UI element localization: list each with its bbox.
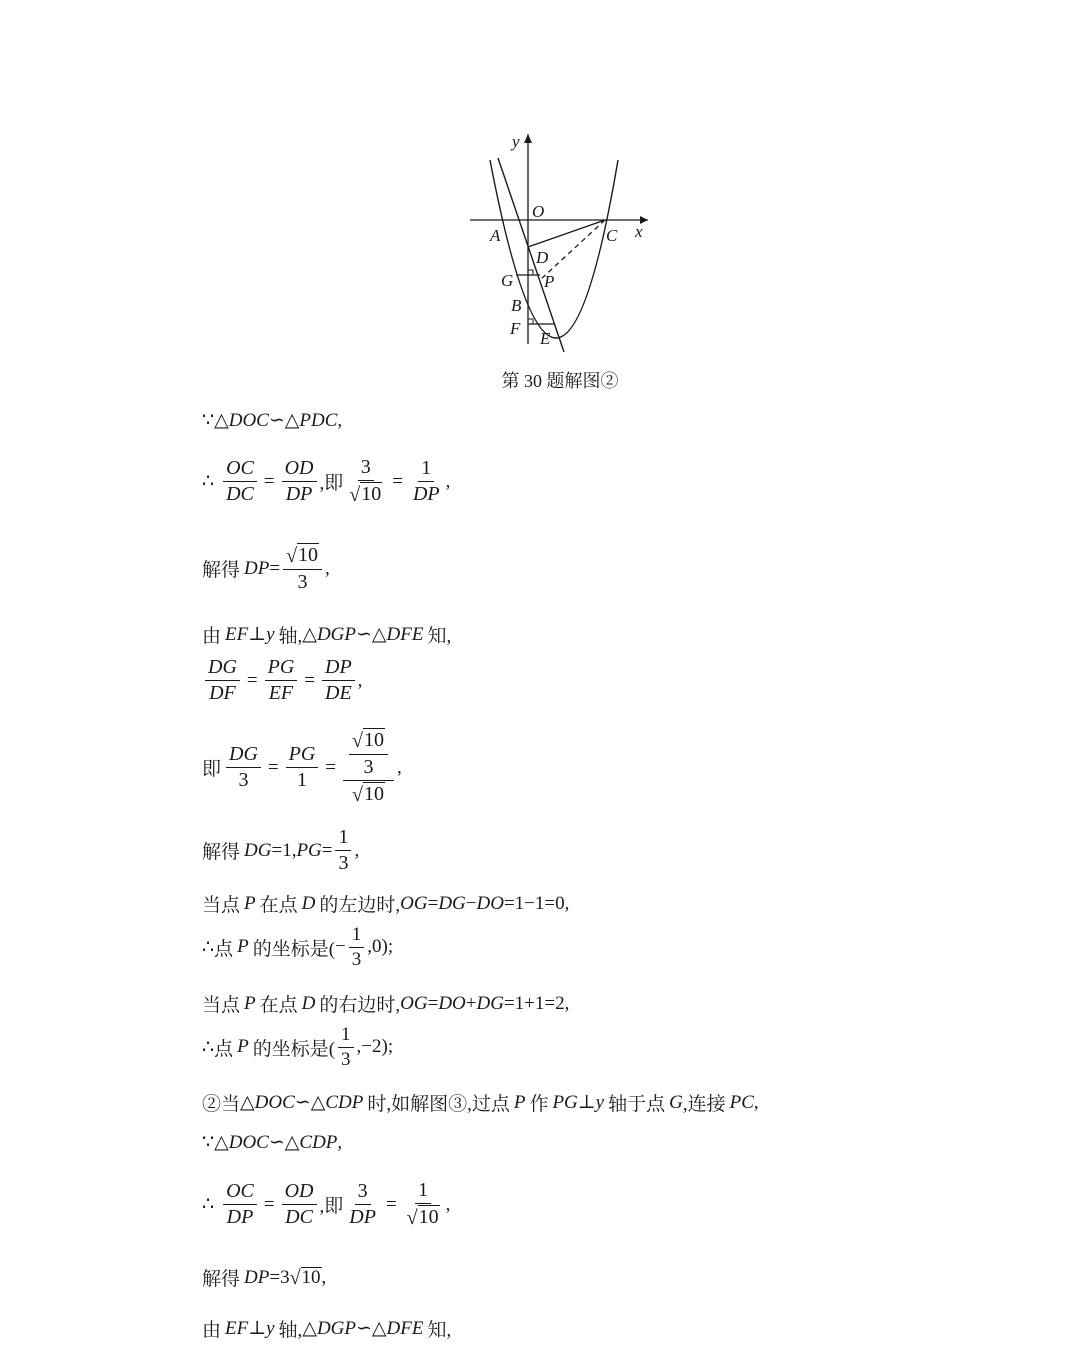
- point-name: G: [669, 1091, 683, 1113]
- solve-text: 解得: [202, 1269, 241, 1290]
- fraction: [410, 457, 443, 506]
- numerator: DG: [205, 656, 240, 681]
- text: 当点: [202, 995, 241, 1016]
- radicand: 10: [418, 1206, 439, 1228]
- numerator: PG: [265, 656, 298, 681]
- point-name: D: [301, 892, 316, 914]
- therefore-symbol: ∴: [202, 936, 215, 958]
- equals: =: [427, 992, 439, 1014]
- denominator: DP: [349, 1206, 376, 1228]
- point-name: P: [244, 892, 256, 914]
- triangle-symbol: △: [284, 410, 300, 431]
- text: ②当: [202, 1094, 241, 1115]
- equals: =: [269, 557, 281, 579]
- solve-text: 解得: [202, 842, 241, 863]
- radicand: 10: [301, 1266, 321, 1288]
- parabola-curve: [490, 160, 618, 338]
- text: 知,: [427, 626, 452, 647]
- numerator: DG: [226, 743, 261, 768]
- numerator: OD: [282, 457, 317, 482]
- triangle-symbol: △: [240, 1092, 255, 1113]
- right-angle-f: [528, 319, 533, 324]
- step-solve-dp-1: [202, 543, 330, 594]
- numerator: 3: [358, 456, 374, 481]
- label-x: x: [635, 222, 643, 241]
- numerator: 1: [349, 924, 365, 948]
- perp-symbol: ⊥: [248, 1318, 267, 1339]
- perp-symbol: ⊥: [248, 624, 267, 645]
- parabola-figure: [460, 122, 660, 360]
- step-ratio-4: [202, 1179, 450, 1230]
- label-y: y: [512, 132, 520, 151]
- denominator: 3: [338, 852, 349, 874]
- text: ,0);: [367, 936, 394, 958]
- inner-fraction: [349, 728, 388, 779]
- text: 在点: [259, 995, 298, 1016]
- axis-name: y: [266, 623, 275, 645]
- text: 由: [202, 1320, 222, 1341]
- text: =1+1=2,: [503, 992, 570, 1014]
- step-ratio-2: [202, 656, 362, 705]
- value: 1,: [282, 839, 297, 861]
- segment-name: PC: [729, 1091, 754, 1113]
- denominator: 3: [297, 571, 308, 593]
- line-ae: [498, 158, 564, 352]
- minus: −: [335, 936, 346, 958]
- segment-name: OG: [400, 992, 428, 1014]
- tri-name: CDP: [299, 1131, 338, 1153]
- segment-name: DO: [476, 892, 504, 914]
- right-angle-g: [528, 270, 533, 275]
- sqrt: √ 10: [352, 783, 384, 806]
- sqrt: √ 10: [352, 729, 384, 752]
- triangle-symbol: △: [284, 1132, 300, 1153]
- text: 作: [529, 1094, 549, 1115]
- denominator: 3: [341, 1048, 351, 1070]
- text: 点: [214, 938, 234, 960]
- triangle-symbol: △: [302, 1318, 317, 1339]
- label-c: C: [606, 226, 618, 245]
- segment-name: EF: [225, 623, 249, 645]
- step-similar-4: [202, 1315, 451, 1342]
- numerator: 1: [418, 457, 434, 482]
- numerator: 1: [335, 826, 351, 851]
- text: 由: [202, 626, 222, 647]
- because-symbol: ∵: [202, 1132, 215, 1153]
- therefore-symbol: ∴: [202, 1194, 215, 1215]
- fraction: [223, 1180, 257, 1229]
- step-similar-2: [202, 621, 451, 648]
- numerator: OC: [223, 1180, 257, 1205]
- radicand: 10: [364, 783, 384, 805]
- step-right-coordinate: [202, 1024, 393, 1071]
- denominator: DC: [226, 483, 254, 505]
- text: 的右边时,: [319, 995, 401, 1016]
- punct: ,: [337, 1131, 343, 1153]
- numerator: 1: [415, 1179, 431, 1204]
- label-b: B: [511, 296, 522, 315]
- y-axis-arrow: [524, 134, 532, 143]
- punct: ,: [354, 839, 360, 861]
- triangle-symbol: △: [214, 410, 229, 431]
- because-symbol: ∵: [202, 410, 215, 431]
- segment-pc-dashed: [540, 220, 605, 280]
- solve-text: 解得: [202, 560, 241, 581]
- equals: =: [385, 1193, 397, 1215]
- punct: ,: [337, 409, 343, 431]
- text: ,连接: [682, 1094, 726, 1115]
- tri-name: DOC: [228, 1131, 269, 1153]
- fraction: [322, 656, 355, 705]
- fraction: [265, 656, 298, 705]
- connector-text: ,即: [319, 1196, 344, 1217]
- step-ratio-1: [202, 456, 450, 507]
- tri-name: DGP: [316, 1317, 356, 1339]
- numerator: PG: [286, 743, 319, 768]
- tri-name: DOC: [228, 409, 269, 431]
- tri-name: DGP: [316, 623, 356, 645]
- denominator: [404, 1204, 443, 1230]
- numerator: 1: [338, 1024, 354, 1048]
- equals: =: [427, 892, 439, 914]
- text: 时,如解图③,过点: [367, 1094, 510, 1115]
- equals: =: [269, 1266, 281, 1288]
- fraction: [338, 1024, 354, 1071]
- equals: =: [263, 470, 275, 492]
- denominator: [346, 481, 385, 507]
- coefficient: 3: [280, 1266, 290, 1288]
- variable: PG: [296, 839, 322, 861]
- text: 点: [214, 1038, 234, 1060]
- denominator: 3: [238, 769, 249, 791]
- tri-name: DFE: [386, 1317, 424, 1339]
- equals: =: [246, 669, 258, 691]
- equals: =: [263, 1193, 275, 1215]
- label-g: G: [501, 271, 514, 290]
- equals: =: [392, 470, 403, 492]
- denominator: 3: [351, 948, 362, 970]
- similar-symbol: ∽: [268, 410, 285, 431]
- step-left-case: [202, 890, 569, 917]
- punct: ,: [753, 1091, 759, 1113]
- step-right-case: [202, 990, 569, 1017]
- connector-text: ,即: [319, 473, 344, 494]
- figure-caption: 第 30 题解图②: [501, 371, 619, 391]
- label-p: P: [544, 272, 555, 291]
- radicand: 10: [298, 544, 319, 566]
- triangle-symbol: △: [310, 1092, 326, 1113]
- equals: =: [267, 756, 279, 778]
- variable: DG: [244, 839, 272, 861]
- text: 的左边时,: [319, 895, 401, 916]
- punct: ,: [397, 756, 402, 778]
- plus: +: [465, 992, 477, 1014]
- sqrt: √ 10: [286, 544, 319, 567]
- therefore-symbol: ∴: [202, 1036, 215, 1058]
- point-name: P: [513, 1091, 526, 1113]
- text: 当点: [202, 895, 241, 916]
- text: 的坐标是(: [252, 1038, 336, 1060]
- numerator: DP: [322, 656, 355, 681]
- denominator: [349, 781, 388, 807]
- label-o: O: [532, 202, 545, 221]
- denominator: DP: [285, 483, 313, 505]
- fraction: [346, 456, 385, 507]
- tri-name: CDP: [325, 1091, 364, 1113]
- fraction: [283, 543, 322, 594]
- sqrt: √ 10: [406, 1206, 439, 1229]
- denominator: DF: [209, 682, 236, 704]
- figure-svg: [460, 122, 660, 360]
- segment-name: DG: [438, 892, 466, 914]
- segment-name: PG: [552, 1091, 578, 1113]
- point-name: P: [244, 992, 256, 1014]
- minus: −: [465, 892, 477, 914]
- fraction: [349, 924, 365, 971]
- fraction: [226, 743, 261, 792]
- fraction: [282, 1180, 317, 1229]
- similar-symbol: ∽: [356, 1318, 372, 1339]
- punct: ,: [357, 669, 363, 691]
- numerator: [349, 728, 388, 755]
- radicand: 10: [364, 729, 384, 751]
- text: =1−1=0,: [503, 892, 570, 914]
- axis-name: y: [266, 1317, 275, 1339]
- triangle-symbol: △: [214, 1132, 229, 1153]
- text: 知,: [427, 1320, 452, 1341]
- numerator: [343, 728, 394, 781]
- triangle-symbol: △: [371, 1318, 387, 1339]
- triangle-symbol: △: [371, 624, 387, 645]
- equals: =: [325, 756, 337, 778]
- equals: =: [304, 669, 315, 691]
- text: 轴,: [278, 1320, 303, 1341]
- point-name: D: [301, 992, 316, 1014]
- perp-symbol: ⊥: [577, 1092, 596, 1113]
- therefore-symbol: ∴: [202, 471, 215, 492]
- step-ratio-3: [202, 728, 402, 807]
- similar-symbol: ∽: [356, 624, 372, 645]
- step-solve-dg-pg: [202, 826, 359, 875]
- tri-name: DOC: [254, 1091, 295, 1113]
- denominator: 3: [363, 756, 374, 778]
- text: 轴,: [278, 626, 303, 647]
- similar-symbol: ∽: [294, 1092, 311, 1113]
- complex-fraction: [343, 728, 394, 807]
- variable: DP: [244, 1266, 270, 1288]
- fraction: [404, 1179, 443, 1230]
- fraction: [335, 826, 351, 875]
- numerator: OC: [223, 457, 257, 482]
- denominator: DE: [325, 682, 352, 704]
- fraction: [223, 457, 257, 506]
- variable: DP: [244, 557, 270, 579]
- equals: =: [271, 839, 283, 861]
- sqrt: √ 10: [349, 483, 382, 506]
- label-a: A: [490, 226, 501, 245]
- denominator: DP: [412, 483, 440, 505]
- text: 的坐标是(: [252, 938, 336, 960]
- point-name: P: [237, 1036, 249, 1058]
- step-case-2: [202, 1089, 759, 1116]
- label-f: F: [510, 319, 521, 338]
- step-left-coordinate: [202, 924, 393, 971]
- fraction: [346, 1180, 379, 1229]
- segment-dc: [528, 220, 605, 247]
- denominator: 1: [296, 769, 307, 791]
- point-name: P: [237, 936, 249, 958]
- label-e: E: [540, 329, 551, 348]
- step-solve-dp-2: [202, 1264, 326, 1291]
- tri-name: DFE: [386, 623, 424, 645]
- punct: ,: [445, 470, 451, 492]
- similar-symbol: ∽: [268, 1132, 285, 1153]
- segment-name: OG: [400, 892, 428, 914]
- label-d: D: [536, 248, 549, 267]
- step-similar-1: [202, 409, 342, 432]
- numerator: [283, 543, 322, 570]
- punct: ,: [445, 1193, 451, 1215]
- fraction: [282, 457, 317, 506]
- denominator: DC: [285, 1206, 313, 1228]
- segment-name: EF: [225, 1317, 249, 1339]
- segment-name: DO: [438, 992, 466, 1014]
- numerator: OD: [282, 1180, 317, 1205]
- segment-name: DG: [476, 992, 504, 1014]
- text: 即: [202, 759, 222, 780]
- axis-name: y: [595, 1091, 605, 1113]
- numerator: 3: [355, 1180, 371, 1205]
- denominator: DP: [226, 1206, 254, 1228]
- sqrt: √ 10: [289, 1266, 321, 1290]
- radicand: 10: [361, 483, 382, 505]
- fraction: [205, 656, 240, 705]
- punct: ,: [321, 1266, 327, 1288]
- fraction: [286, 743, 319, 792]
- text: 在点: [259, 895, 298, 916]
- text: ,−2);: [356, 1036, 394, 1058]
- step-similar-3: [202, 1131, 342, 1154]
- denominator: EF: [268, 682, 294, 704]
- punct: ,: [325, 557, 330, 579]
- equals: =: [321, 839, 333, 861]
- triangle-symbol: △: [302, 624, 317, 645]
- text: 轴于点: [608, 1094, 666, 1115]
- tri-name: PDC: [299, 409, 338, 431]
